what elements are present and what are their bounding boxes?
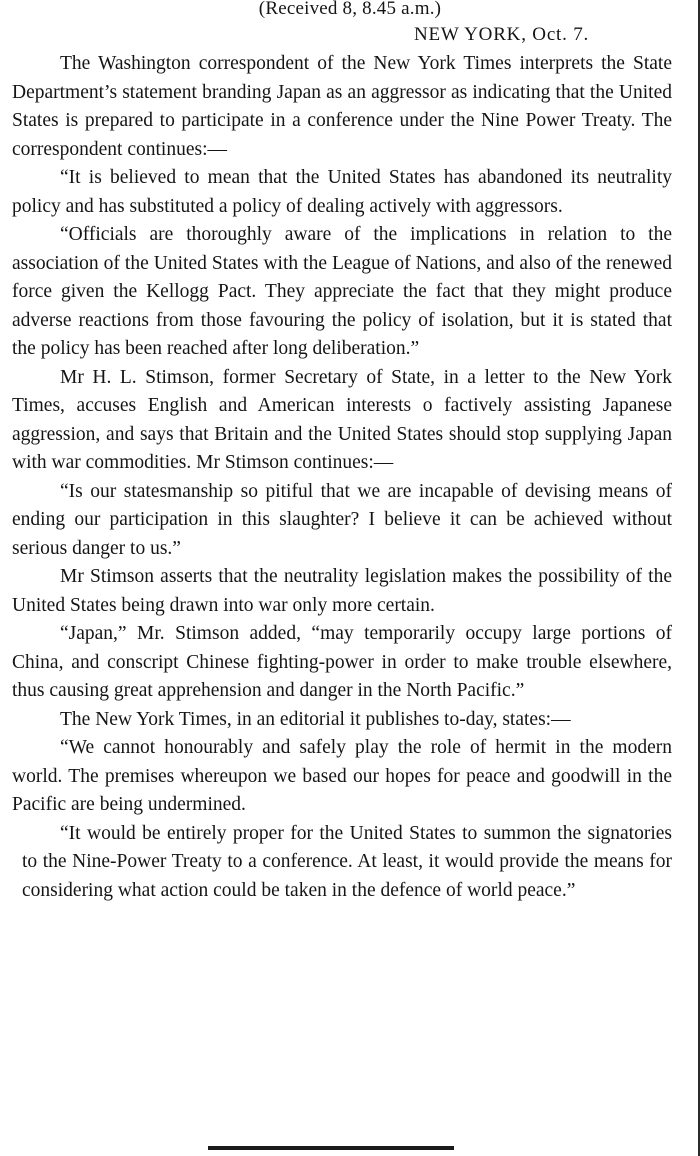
paragraph-neutrality-legislation: Mr Stimson asserts that the neutrality legislation makes the possibility of the United States being drawn into war only more certain. [12,566,672,616]
article-body [12,50,672,905]
received-line: (Received 8, 8.45 a.m.) [258,0,442,19]
paragraph-conference-summons: “It would be entirely proper for the United States to summon the signatories to the Nine-Power Treaty to a conference. At least, it would provide the means for considering what action could be taken in the defence of world peace.” [22,822,672,901]
paragraph-neutrality-abandoned: “It is believed to mean that the United States has abandoned its neutrality policy and has substituted a policy of dealing actively with aggressors. [12,167,672,217]
paragraph-stimson-quote: “Is our statesmanship so pitiful that we are incapable of devising means of ending our participation in this slaughter? I believe it can be achieved without serious danger to us.” [12,480,672,559]
paragraph-officials-aware: “Officials are thoroughly aware of the implications in relation to the association of the United States with the League of Nations, and also of the renewed force given the Kellogg Pact. They appreciate the fact that they might produce adverse reactions from those favouring the policy of isolation, but it is stated that the policy has been reached after long deliberation.” [12,224,672,359]
dateline: NEW YORK, Oct. 7. [414,24,590,45]
paragraph-stimson-letter: Mr H. L. Stimson, former Secretary of State, in a letter to the New York Times, accuses English and American interests o factively assisting Japanese aggression, and says that Britain and the United States should stop supplying Japan with war commodities. Mr Stimson continues:— [12,366,672,473]
paragraph-washington-correspondent: The Washington correspondent of the New York Times interprets the State Department’s statement branding Japan as an aggressor as indicating that the United States is prepared to participate in a conference under the Nine Power Treaty. The correspondent continues:— [12,53,672,160]
paragraph-editorial-intro: The New York Times, in an editorial it publishes to-day, states:— [60,708,571,730]
section-divider-rule [208,1146,454,1150]
paragraph-hermit-role: “We cannot honourably and safely play the role of hermit in the modern world. The premises whereupon we based our hopes for peace and goodwill in the Pacific are being undermined. [12,737,672,815]
paragraph-stimson-japan: “Japan,” Mr. Stimson added, “may temporarily occupy large portions of China, and conscript Chinese fighting-power in order to make trouble elsewhere, thus causing great apprehension and danger in the North Pacific.” [12,623,672,701]
